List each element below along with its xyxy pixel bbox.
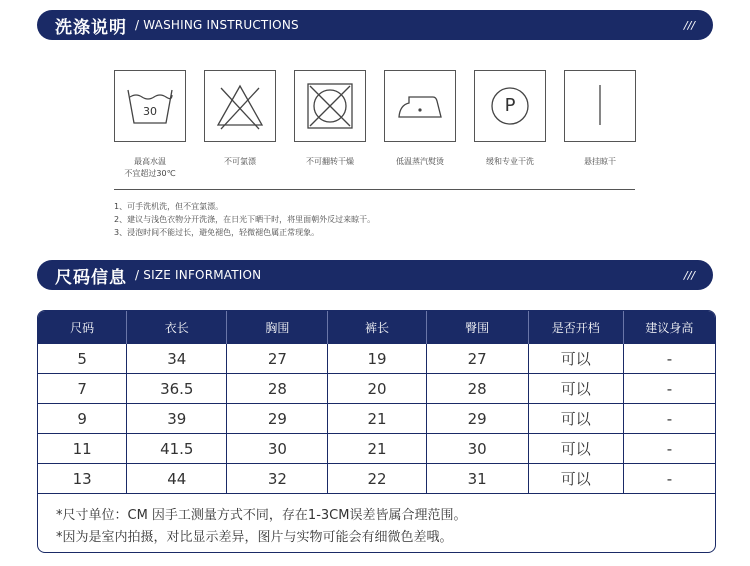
table-cell: 可以 bbox=[529, 464, 624, 493]
table-cell: 32 bbox=[227, 464, 328, 493]
washing-notes bbox=[114, 200, 375, 239]
size-table bbox=[37, 310, 716, 553]
table-cell: 22 bbox=[328, 464, 426, 493]
header-cell: 建议身高 bbox=[645, 321, 694, 335]
table-cell: 20 bbox=[328, 374, 426, 403]
table-cell: 41.5 bbox=[127, 434, 227, 463]
table-row bbox=[38, 374, 715, 404]
table-cell: 27 bbox=[427, 344, 529, 373]
size-footnotes bbox=[56, 505, 466, 549]
dry-clean-letter: P bbox=[504, 95, 516, 116]
table-cell: 31 bbox=[427, 464, 529, 493]
size-table-body bbox=[38, 344, 715, 494]
iron-low-icon bbox=[384, 70, 456, 142]
size-title-en: / SIZE INFORMATION bbox=[135, 268, 262, 282]
header-cell: 衣长 bbox=[127, 311, 227, 344]
table-cell: - bbox=[666, 439, 673, 458]
washing-title-en: / WASHING INSTRUCTIONS bbox=[135, 18, 299, 32]
table-cell: 39 bbox=[127, 404, 227, 433]
header-cell: 臀围 bbox=[427, 311, 529, 344]
header-cell: 胸围 bbox=[227, 311, 328, 344]
washing-instructions-banner bbox=[37, 10, 713, 40]
table-cell: - bbox=[666, 349, 673, 368]
care-label-hang-dry: 悬挂晾干 bbox=[584, 157, 616, 166]
no-tumble-dry-icon bbox=[294, 70, 366, 142]
size-information-banner bbox=[37, 260, 713, 290]
table-cell: 34 bbox=[127, 344, 227, 373]
care-label-iron: 低温蒸汽熨烫 bbox=[396, 157, 444, 166]
size-table-header bbox=[38, 311, 715, 344]
table-cell: 可以 bbox=[529, 374, 624, 403]
table-cell: - bbox=[666, 409, 673, 428]
wash-30-icon bbox=[114, 70, 186, 142]
table-cell: 44 bbox=[127, 464, 227, 493]
note-line: 1、可手洗机洗，但不宜氯漂。 bbox=[114, 202, 224, 211]
care-symbols-row bbox=[114, 70, 639, 190]
table-cell: 28 bbox=[427, 374, 529, 403]
table-cell: 9 bbox=[38, 404, 127, 433]
table-cell: - bbox=[666, 379, 673, 398]
table-cell: 7 bbox=[38, 374, 127, 403]
table-cell: 30 bbox=[427, 434, 529, 463]
table-row bbox=[38, 434, 715, 464]
no-bleach-icon bbox=[204, 70, 276, 142]
table-row bbox=[38, 344, 715, 374]
care-item-iron bbox=[384, 70, 456, 168]
care-item-dry-clean bbox=[474, 70, 546, 168]
header-cell: 是否开档 bbox=[529, 311, 624, 344]
care-label-wash: 最高水温 bbox=[134, 157, 166, 166]
table-row bbox=[38, 404, 715, 434]
table-cell: 21 bbox=[328, 434, 426, 463]
care-label-no-tumble: 不可翻转干燥 bbox=[306, 157, 354, 166]
table-cell: 13 bbox=[38, 464, 127, 493]
table-cell: 可以 bbox=[529, 434, 624, 463]
care-label-wash-2: 不宜超过30℃ bbox=[124, 169, 176, 178]
table-cell: 5 bbox=[38, 344, 127, 373]
table-cell: 可以 bbox=[529, 344, 624, 373]
table-cell: 29 bbox=[427, 404, 529, 433]
care-item-hang-dry bbox=[564, 70, 636, 168]
care-label-dry-clean: 缓和专业干洗 bbox=[486, 157, 534, 166]
table-cell: 27 bbox=[227, 344, 328, 373]
header-cell: 裤长 bbox=[328, 311, 426, 344]
footnote-line: *尺寸单位：CM 因手工测量方式不同，存在1-3CM误差皆属合理范围。 bbox=[56, 508, 467, 523]
care-item-wash bbox=[114, 70, 186, 179]
header-cell: 尺码 bbox=[38, 311, 127, 344]
banner-slashes: /// bbox=[683, 18, 695, 32]
table-cell: - bbox=[666, 469, 673, 488]
table-cell: 21 bbox=[328, 404, 426, 433]
care-item-no-bleach bbox=[204, 70, 276, 168]
table-cell: 29 bbox=[227, 404, 328, 433]
note-line: 2、建议与浅色衣物分开洗涤，在日光下晒干时，将里面朝外反过来晾干。 bbox=[114, 215, 376, 224]
table-cell: 30 bbox=[227, 434, 328, 463]
size-title-cn: 尺码信息 bbox=[55, 267, 127, 288]
table-row bbox=[38, 464, 715, 494]
dry-clean-p-icon bbox=[474, 70, 546, 142]
table-cell: 可以 bbox=[529, 404, 624, 433]
table-cell: 36.5 bbox=[127, 374, 227, 403]
care-item-no-tumble bbox=[294, 70, 366, 168]
table-cell: 19 bbox=[328, 344, 426, 373]
washing-title-cn: 洗涤说明 bbox=[55, 17, 127, 38]
footnote-line: *因为是室内拍摄，对比显示差异，图片与实物可能会有细微色差哦。 bbox=[56, 530, 453, 545]
care-divider bbox=[114, 189, 635, 190]
care-label-no-bleach: 不可氯漂 bbox=[224, 157, 256, 166]
banner-slashes: /// bbox=[683, 268, 695, 282]
note-line: 3、浸泡时间不能过长，避免褪色，轻微褪色属正常现象。 bbox=[114, 228, 320, 237]
hang-dry-icon bbox=[564, 70, 636, 142]
table-cell: 28 bbox=[227, 374, 328, 403]
wash-temp-value: 30 bbox=[143, 105, 157, 118]
table-cell: 11 bbox=[38, 434, 127, 463]
